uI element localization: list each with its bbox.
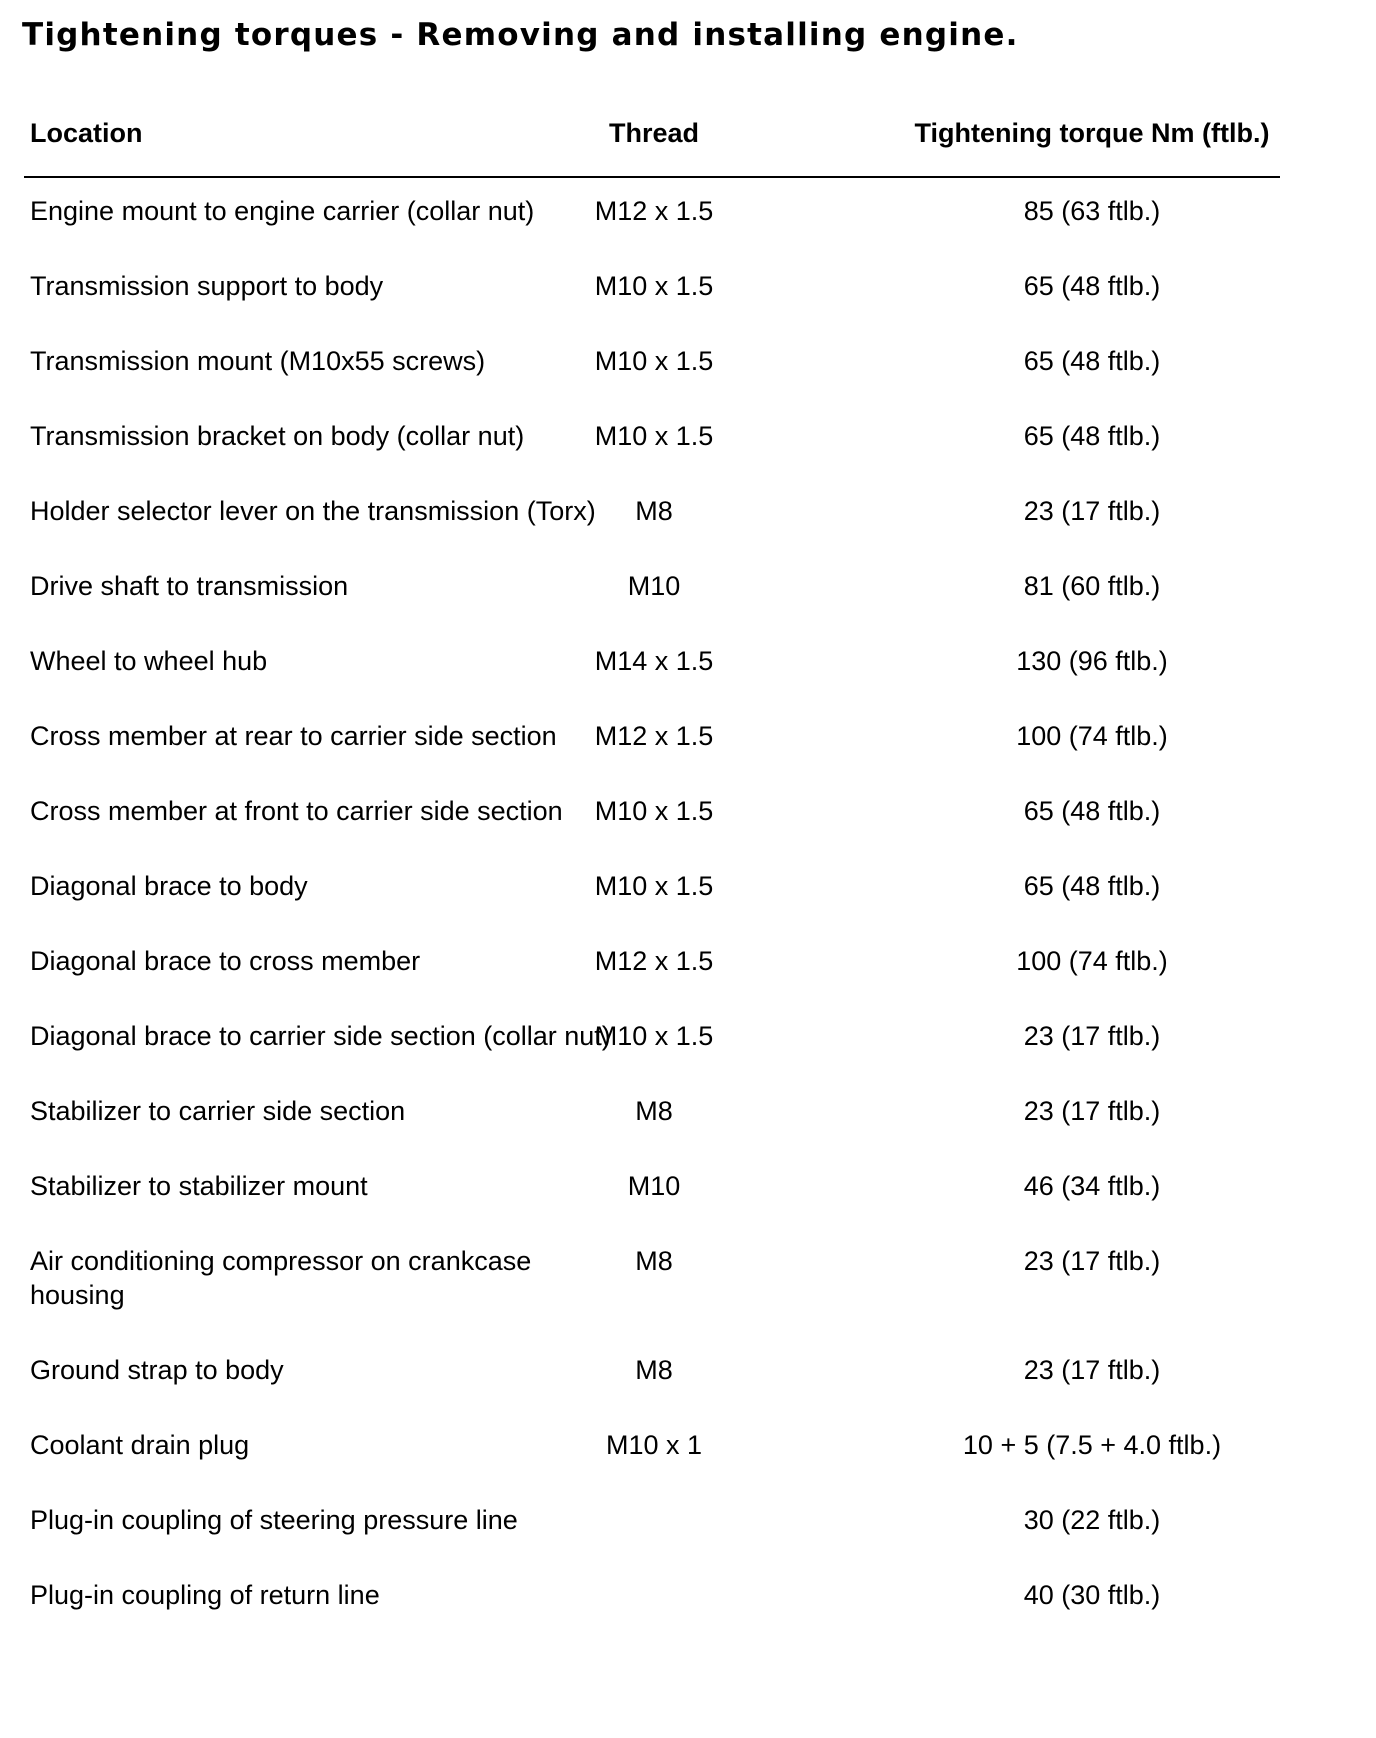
thread-cell: M8 (635, 496, 673, 526)
location-cell: Cross member at rear to carrier side section (30, 721, 557, 751)
thread-cell: M8 (635, 1246, 673, 1276)
table-row (24, 644, 1280, 719)
table-row (24, 944, 1280, 1019)
header-location: Location (30, 118, 143, 148)
torque-cell: 65 (48 ftlb.) (1023, 421, 1161, 451)
torque-cell: 40 (30 ftlb.) (1023, 1580, 1161, 1610)
table-row (24, 419, 1280, 494)
location-cell: Stabilizer to carrier side section (30, 1096, 406, 1126)
location-cell: Air conditioning compressor on crankcase housing (30, 1246, 532, 1310)
location-cell: Coolant drain plug (30, 1430, 250, 1460)
table-body (24, 178, 1280, 1653)
table-row (24, 1428, 1280, 1503)
torque-cell: 30 (22 ftlb.) (1023, 1505, 1161, 1535)
torque-cell: 23 (17 ftlb.) (1023, 1021, 1161, 1051)
table-row (24, 1094, 1280, 1169)
torque-cell: 85 (63 ftlb.) (1023, 196, 1161, 226)
table-row (24, 344, 1280, 419)
thread-cell: M10 x 1.5 (594, 421, 714, 451)
thread-cell: M14 x 1.5 (594, 646, 714, 676)
location-cell: Transmission support to body (30, 271, 384, 301)
location-cell: Diagonal brace to body (30, 871, 308, 901)
thread-cell: M10 x 1.5 (594, 1021, 714, 1051)
table-row (24, 569, 1280, 644)
thread-cell: M10 x 1.5 (594, 796, 714, 826)
location-cell: Ground strap to body (30, 1355, 284, 1385)
thread-cell: M10 x 1.5 (594, 346, 714, 376)
torque-cell: 100 (74 ftlb.) (1016, 721, 1168, 751)
torque-cell: 23 (17 ftlb.) (1023, 496, 1161, 526)
table-row (24, 719, 1280, 794)
location-cell: Engine mount to engine carrier (collar nut) (30, 196, 535, 226)
location-cell: Diagonal brace to cross member (30, 946, 421, 976)
table-header-row (24, 96, 1280, 178)
header-thread: Thread (608, 118, 700, 148)
torque-cell: 65 (48 ftlb.) (1023, 346, 1161, 376)
thread-cell: M10 (627, 1171, 681, 1201)
table-row (24, 269, 1280, 344)
location-cell: Cross member at front to carrier side section (30, 796, 563, 826)
torque-cell: 65 (48 ftlb.) (1023, 796, 1161, 826)
table-row (24, 1244, 1280, 1353)
torque-cell: 130 (96 ftlb.) (1016, 646, 1168, 676)
torque-cell: 23 (17 ftlb.) (1023, 1096, 1161, 1126)
torque-cell: 100 (74 ftlb.) (1016, 946, 1168, 976)
location-cell: Plug-in coupling of steering pressure line (30, 1505, 518, 1535)
torque-cell: 10 + 5 (7.5 + 4.0 ftlb.) (962, 1430, 1222, 1460)
location-cell: Plug-in coupling of return line (30, 1580, 380, 1610)
location-cell: Diagonal brace to carrier side section (collar nut) (30, 1021, 611, 1051)
torque-cell: 23 (17 ftlb.) (1023, 1246, 1161, 1276)
location-cell: Transmission bracket on body (collar nut) (30, 421, 525, 451)
torque-table (24, 96, 1280, 1653)
thread-cell: M10 x 1.5 (594, 871, 714, 901)
torque-cell: 65 (48 ftlb.) (1023, 271, 1161, 301)
thread-cell: M12 x 1.5 (594, 946, 714, 976)
table-row (24, 794, 1280, 869)
table-row (24, 1578, 1280, 1653)
table-row (24, 1019, 1280, 1094)
location-cell: Wheel to wheel hub (30, 646, 268, 676)
header-torque: Tightening torque Nm (ftlb.) (914, 118, 1270, 148)
table-row (24, 1169, 1280, 1244)
torque-cell: 46 (34 ftlb.) (1023, 1171, 1161, 1201)
page-title: Tightening torques - Removing and installing engine. (22, 17, 1019, 53)
torque-cell: 65 (48 ftlb.) (1023, 871, 1161, 901)
location-cell: Drive shaft to transmission (30, 571, 349, 601)
location-cell: Holder selector lever on the transmission (Torx) (30, 496, 596, 526)
location-cell: Stabilizer to stabilizer mount (30, 1171, 368, 1201)
table-row (24, 1353, 1280, 1428)
thread-cell: M8 (635, 1355, 673, 1385)
thread-cell: M12 x 1.5 (594, 721, 714, 751)
torque-cell: 81 (60 ftlb.) (1023, 571, 1161, 601)
thread-cell: M8 (635, 1096, 673, 1126)
table-row (24, 194, 1280, 269)
thread-cell: M10 x 1.5 (594, 271, 714, 301)
table-row (24, 1503, 1280, 1578)
torque-cell: 23 (17 ftlb.) (1023, 1355, 1161, 1385)
table-row (24, 494, 1280, 569)
location-cell: Transmission mount (M10x55 screws) (30, 346, 486, 376)
thread-cell: M12 x 1.5 (594, 196, 714, 226)
table-row (24, 869, 1280, 944)
thread-cell: M10 (627, 571, 681, 601)
thread-cell: M10 x 1 (605, 1430, 703, 1460)
